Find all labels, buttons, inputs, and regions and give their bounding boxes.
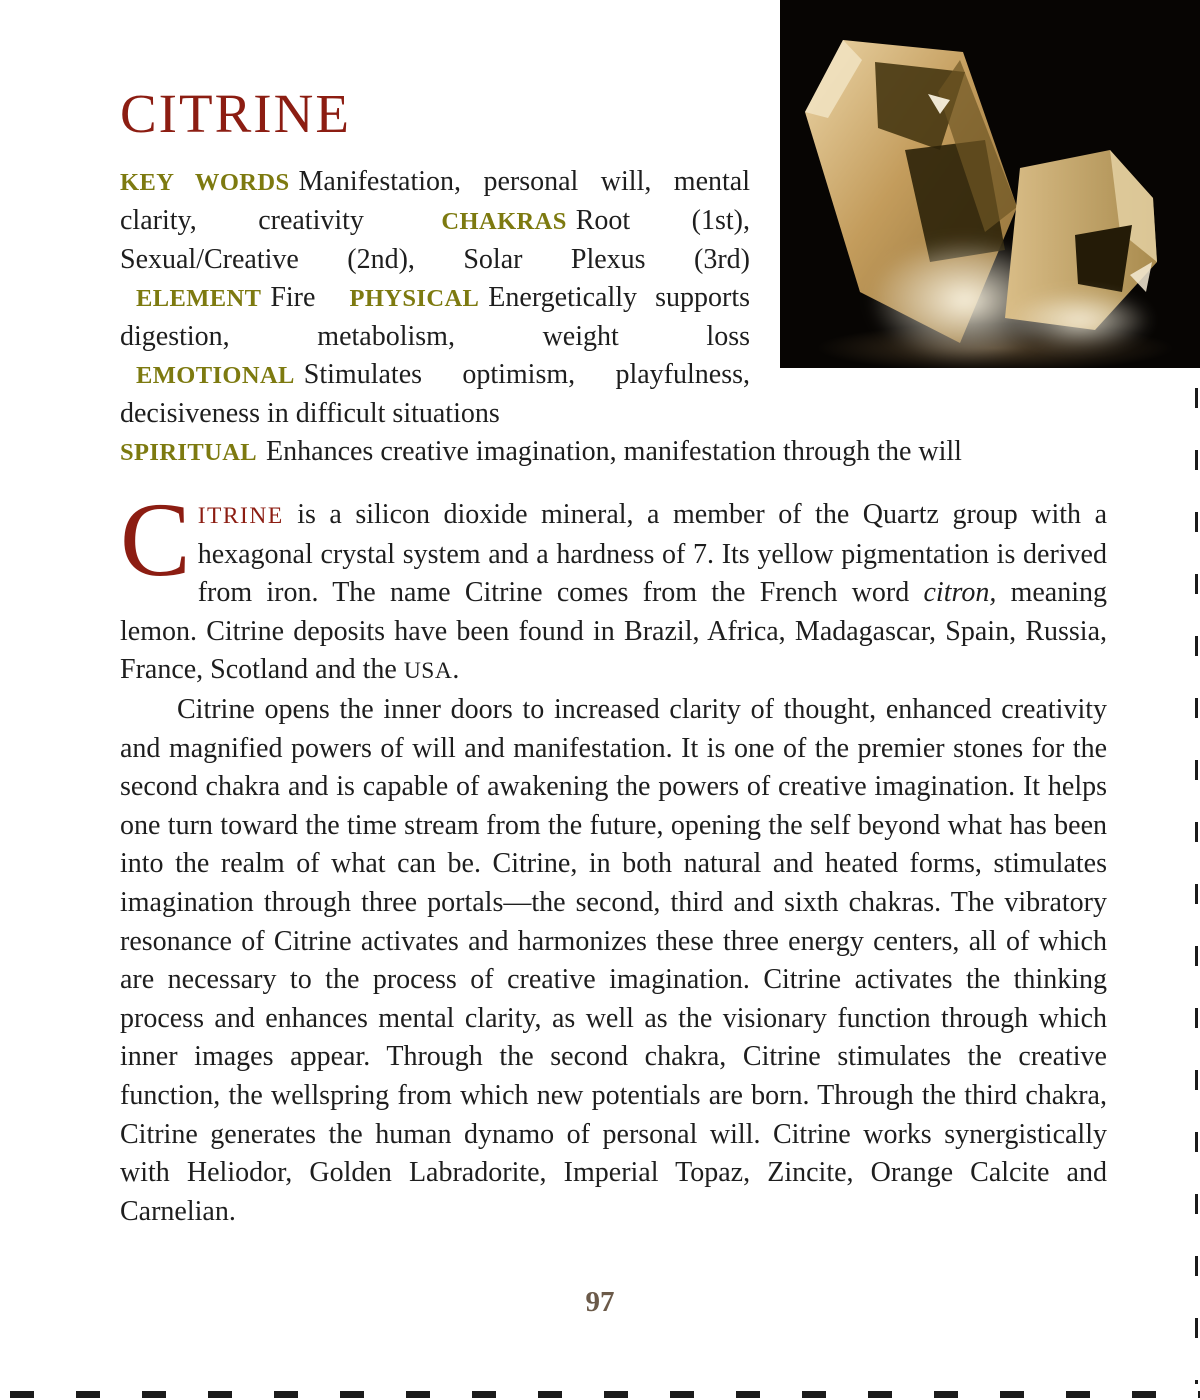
physical-label: PHYSICAL	[349, 285, 480, 312]
article-body	[120, 481, 1107, 1231]
paragraph-1-smallcaps: USA	[403, 658, 453, 685]
spiritual-line	[120, 433, 1107, 472]
spiritual-label: SPIRITUAL	[120, 439, 258, 466]
paragraph-1	[120, 481, 1107, 691]
page-number: 97	[585, 1286, 615, 1318]
chakras-label: CHAKRAS	[441, 208, 567, 235]
physical-value: Energetically supports digestion, metabolism, weight loss	[120, 282, 750, 352]
lead-smallcaps: ITRINE	[197, 503, 284, 529]
paragraph-1-text-a: is a silicon dioxide mineral, a member of the Quartz group with a hexagonal crystal system and a hardness of 7. Its yellow pigmentation is derived from iron. The name Citrine comes from the French word	[197, 499, 1107, 609]
page-content	[120, 0, 1107, 1231]
bottom-tick-border	[10, 1391, 1200, 1398]
paragraph-1-text-c: .	[452, 654, 460, 686]
paragraph-1-italic: citron,	[923, 577, 997, 609]
chakras-value: Root (1st), Sexual/Creative (2nd), Solar Plexus (3rd)	[120, 205, 751, 275]
paragraph-2: Citrine opens the inner doors to increased clarity of thought, enhanced creativity and magnified powers of will and manifestation. It is one of the premier stones for the second chakra and is capable of awakening the powers of creative imagination. It helps one turn toward the time stream from the future, opening the self beyond what has been into the realm of what can be. Citrine, in both natural and heated forms, stimulates imagination through three portals—the second, third and sixth chakras. The vibratory resonance of Citrine activates and harmonizes these three energy centers, all of which are necessary to the process of creative imagination. Citrine activates the thinking process and enhances mental clarity, as well as the visionary function through which inner images appear. Through the second chakra, Citrine stimulates the creative function, the wellspring from which new potentials are born. Through the third chakra, Citrine generates the human dynamo of personal will. Citrine works synergistically with Heliodor, Golden Labradorite, Imperial Topaz, Zincite, Orange Calcite and Carnelian.	[120, 693, 1107, 1227]
right-tick-border	[1195, 388, 1198, 1384]
keywords-label: KEY WORDS	[120, 169, 290, 196]
paragraph-1-text-b: meaning lemon. Citrine deposits have been found in Brazil, Africa, Madagascar, Spain, Russia, France, Scotland and the	[120, 577, 1107, 686]
element-value: Fire	[270, 282, 316, 313]
drop-cap: C	[120, 481, 191, 598]
emotional-label: EMOTIONAL	[136, 362, 295, 389]
spiritual-value: Enhances creative imagination, manifestation through the will	[266, 436, 962, 467]
element-label: ELEMENT	[136, 285, 262, 312]
emotional-value: Stimulates optimism, playfulness, decisiveness in difficult situations	[120, 359, 750, 429]
keywords-value: Manifestation, personal will, mental clarity, creativity	[120, 166, 750, 236]
keyword-summary	[120, 163, 750, 433]
page-title: CITRINE	[120, 83, 351, 144]
